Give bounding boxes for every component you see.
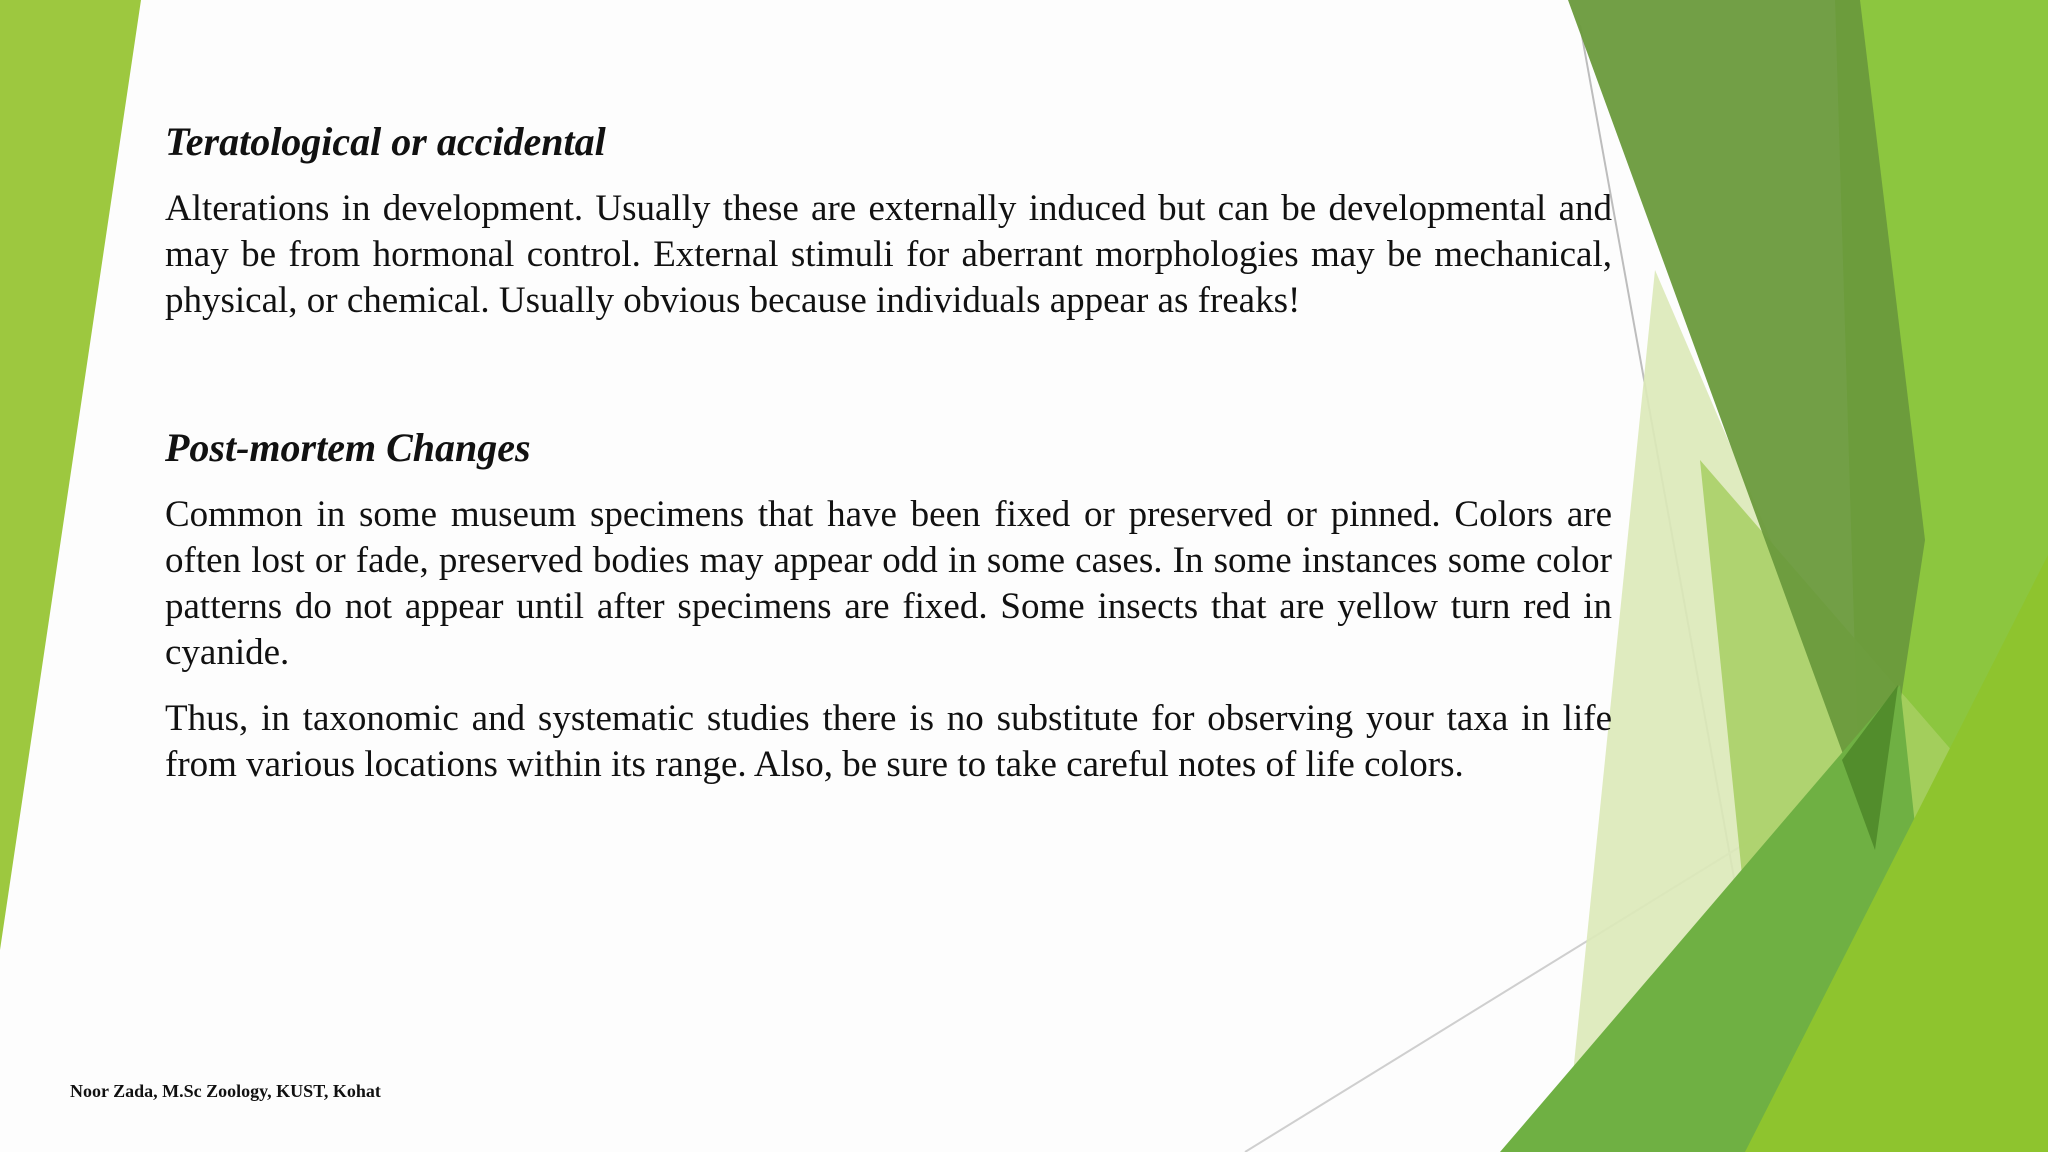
- section-heading-post-mortem: Post-mortem Changes: [165, 425, 531, 470]
- section-paragraph-conclusion: Thus, in taxonomic and systematic studies there is no substitute for observing your taxa in life from various locations within its range. Also, be sure to take careful notes of life colors.: [165, 698, 1612, 785]
- section-spacer: [165, 324, 1612, 424]
- slide-footer: Noor Zada, M.Sc Zoology, KUST, Kohat: [70, 1081, 381, 1101]
- left-accent-shape: [0, 0, 141, 950]
- section-heading-teratological: Teratological or accidental: [165, 119, 606, 164]
- section-paragraph-teratological: Alterations in development. Usually these are externally induced but can be developmental and may be from hormonal control. External stimuli for aberrant morphologies may be mechanical, physical, or chemical. Usually obvious because individuals appear as freaks!: [165, 188, 1612, 321]
- slide-content: [165, 118, 1612, 788]
- section-paragraph-post-mortem: Common in some museum specimens that have been fixed or preserved or pinned. Colors are often lost or fade, preserved bodies may appear odd in some cases. In some instances some color patterns do not appear until after specimens are fixed. Some insects that are yellow turn red in cyanide.: [165, 494, 1612, 673]
